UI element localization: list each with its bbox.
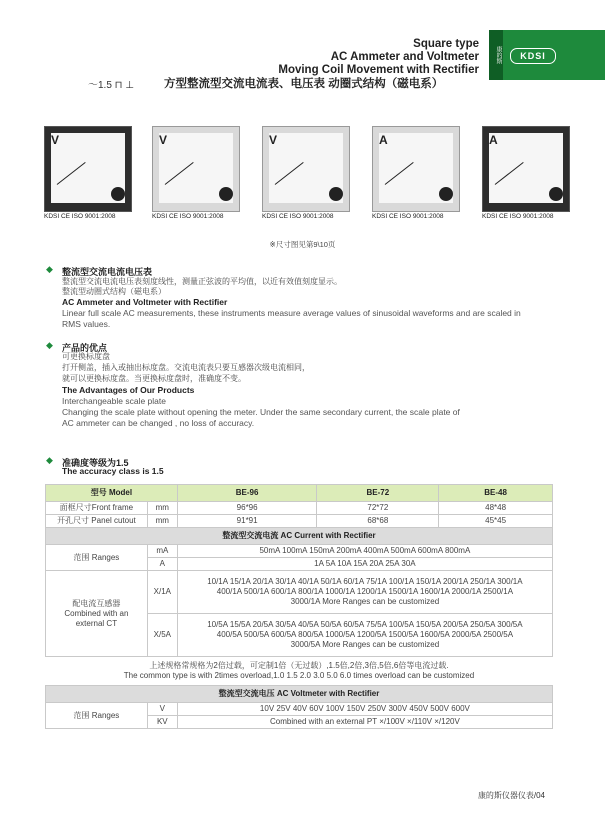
meter-image-2 (152, 126, 240, 212)
meter-certification: KDSI CE ISO 9001:2008 (262, 213, 334, 220)
meter-certification: KDSI CE ISO 9001:2008 (482, 213, 554, 220)
page-footer: 康的斯仪器仪表/04 (477, 791, 545, 800)
unit-cell: mm (147, 502, 177, 515)
ct-label-line: Combined with an (64, 608, 129, 618)
section-3-cn-heading: 准确度等级为1.5 (62, 458, 129, 468)
meter-unit: V (269, 133, 278, 147)
note-line: The common type is with 2times overload,1.0 1.5 2.0 3.0 5.0 6.0 times overload can be customized (123, 671, 475, 680)
meter-unit: V (51, 133, 60, 147)
section-2-cn-line: 打开侧盖，插入或抽出标度盘。交流电流表只要互感器次级电流相同， (62, 363, 310, 372)
ct-label-line: external CT (75, 618, 118, 628)
note-line: 上述规格常规格为2倍过载，可定制1倍（无过载）,1.5倍,2倍,3倍,5倍,6倍等电流过载. (149, 661, 449, 670)
meter-image-3 (262, 126, 350, 212)
row-label: 范围 Ranges (46, 703, 148, 729)
meter-image-4 (372, 126, 460, 212)
table-row (46, 528, 553, 545)
model-cell: BE-72 (317, 485, 439, 502)
size-reference: ※尺寸图见第9\10页 (269, 240, 336, 249)
en-title-line-1: Square type (413, 38, 479, 50)
value-cell: 72*72 (317, 502, 439, 515)
unit-cell: V (147, 703, 177, 716)
value-cell (177, 571, 552, 614)
value-cell: Combined with an external PT ×/100V ×/110V ×/120V (177, 716, 552, 729)
section-2-en-line: Changing the scale plate without opening the meter. Under the same secondary current, the scale plate of (62, 407, 460, 417)
value-cell: 48*48 (439, 502, 553, 515)
meter-unit: A (379, 133, 388, 147)
row-label: 范围 Ranges (46, 545, 148, 571)
model-cell: BE-48 (439, 485, 553, 502)
en-title-line-2: AC Ammeter and Voltmeter (330, 51, 479, 63)
table-row (46, 515, 553, 528)
en-title-line-3: Moving Coil Movement with Rectifier (278, 64, 479, 76)
section-2-en-heading: The Advantages of Our Products (62, 385, 195, 395)
section-2-en-line: AC ammeter can be changed , no loss of accuracy. (62, 418, 255, 428)
kdsi-logo: KDSI (510, 48, 556, 64)
meter-knob (219, 187, 233, 201)
ct-label-line: 配电流互感器 (72, 598, 121, 608)
unit-cell: mm (147, 515, 177, 528)
ac-voltmeter-subheader: 整流型交流电压 AC Voltmeter with Rectifier (46, 686, 553, 703)
meter-knob (111, 187, 125, 201)
section-2-cn-line: 可更换标度盘 (62, 352, 110, 361)
meter-symbols: ～1.5 ⊓ ⊥ (88, 80, 134, 91)
unit-cell: X/1A (147, 571, 177, 614)
value-cell (177, 614, 552, 657)
unit-cell: X/5A (147, 614, 177, 657)
value-line: 400/1A 500/1A 600/1A 800/1A 1000/1A 1200/1A 1500/1A 1600/1A 2000/1A 2500/1A (216, 587, 514, 596)
row-label: 开孔尺寸 Panel cutout (46, 515, 148, 528)
unit-cell: KV (147, 716, 177, 729)
section-1-cn-line: 整流型交流电流电压表刻度线性，测量正弦波的平均值，以近有效值刻度显示。 (62, 277, 342, 286)
brand-tab: 康的斯 (489, 30, 503, 80)
section-1-en-line: Linear full scale AC measurements, these instruments measure average values of sinusoidal waveforms and are scaled in (62, 308, 521, 318)
table-row (46, 571, 553, 614)
meter-image-1 (44, 126, 132, 212)
section-1-cn-line: 整流型动圈式结构（磁电系） (62, 287, 166, 296)
meter-image-5 (482, 126, 570, 212)
meter-unit: V (159, 133, 168, 147)
section-2-cn-heading: 产品的优点 (62, 343, 108, 353)
table-row (46, 703, 553, 716)
meter-unit: A (489, 133, 498, 147)
unit-cell: mA (147, 545, 177, 558)
section-1-en-line: RMS values. (62, 319, 111, 329)
value-line: 400/5A 500/5A 600/5A 800/5A 1000/5A 1200/5A 1500/5A 1600/5A 2000/5A 2500/5A (216, 630, 514, 639)
table-row (46, 686, 553, 703)
table-row (46, 502, 553, 515)
value-line: 3000/5A More Ranges can be customized (290, 640, 440, 649)
meter-knob (439, 187, 453, 201)
value-line: 10/1A 15/1A 20/1A 30/1A 40/1A 50/1A 60/1A 75/1A 100/1A 150/1A 200/1A 250/1A 300/1A (207, 577, 523, 586)
model-header: 型号 Model (46, 485, 178, 502)
section-2-cn-line: 就可以更换标度盘。当更换标度盘时，准确度不变。 (62, 374, 246, 383)
value-line: 10/5A 15/5A 20/5A 30/5A 40/5A 50/5A 60/5A 75/5A 100/5A 150/5A 200/5A 250/5A 300/5A (207, 620, 523, 629)
value-cell: 10V 25V 40V 60V 100V 150V 250V 300V 450V 500V 600V (177, 703, 552, 716)
value-cell: 50mA 100mA 150mA 200mA 400mA 500mA 600mA 800mA (177, 545, 552, 558)
table-row (46, 657, 553, 686)
cn-title: 方型整流型交流电流表、电压表 动圈式结构（磁电系） (164, 78, 444, 90)
section-3-en-heading: The accuracy class is 1.5 (62, 466, 164, 476)
row-label (46, 571, 148, 657)
value-cell: 45*45 (439, 515, 553, 528)
section-1-en-heading: AC Ammeter and Voltmeter with Rectifier (62, 297, 228, 307)
meter-certification: KDSI CE ISO 9001:2008 (44, 213, 116, 220)
unit-cell: A (147, 558, 177, 571)
value-line: 3000/1A More Ranges can be customized (290, 597, 440, 606)
meter-certification: KDSI CE ISO 9001:2008 (152, 213, 224, 220)
section-1-cn-heading: 整流型交流电流电压表 (62, 267, 153, 277)
spec-table (45, 484, 553, 729)
meter-knob (549, 187, 563, 201)
value-cell: 96*96 (177, 502, 317, 515)
ac-current-subheader: 整流型交流电流 AC Current with Rectifier (46, 528, 553, 545)
diamond-bullet-icon: ◆ (46, 455, 53, 465)
value-cell: 1A 5A 10A 15A 20A 25A 30A (177, 558, 552, 571)
table-row (46, 485, 553, 502)
diamond-bullet-icon: ◆ (46, 264, 53, 274)
model-cell: BE-96 (177, 485, 317, 502)
value-cell: 68*68 (317, 515, 439, 528)
table-row (46, 545, 553, 558)
value-cell: 91*91 (177, 515, 317, 528)
diamond-bullet-icon: ◆ (46, 340, 53, 350)
meter-knob (329, 187, 343, 201)
row-label: 面框尺寸Front frame (46, 502, 148, 515)
section-2-en-line: Interchangeable scale plate (62, 396, 166, 406)
overload-note (46, 657, 553, 686)
meter-certification: KDSI CE ISO 9001:2008 (372, 213, 444, 220)
